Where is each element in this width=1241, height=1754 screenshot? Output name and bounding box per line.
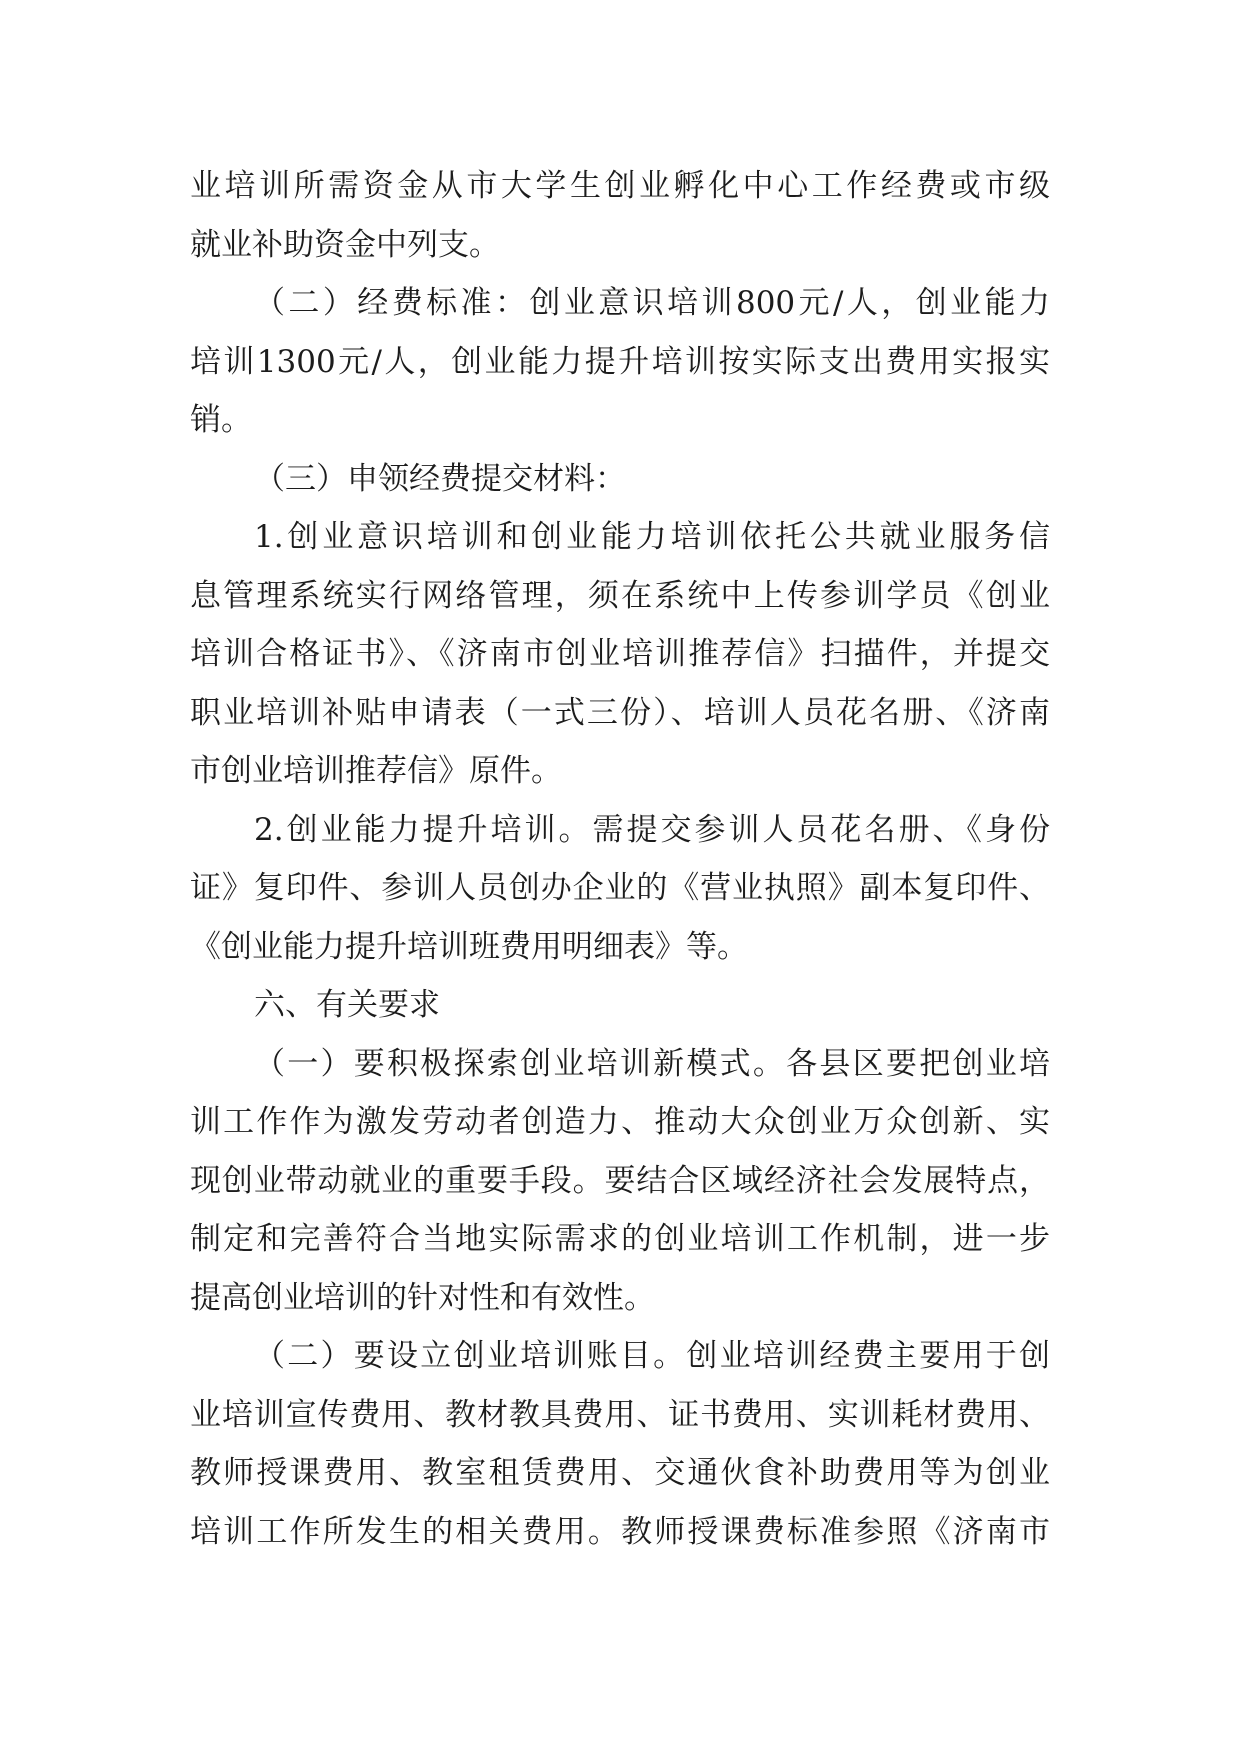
body-text [190, 157, 1050, 1561]
text-line: 现创业带动就业的重要手段。要结合区域经济社会发展特点， [190, 1162, 1050, 1199]
text-line: 2.创业能力提升培训。需提交参训人员花名册、《身份 [254, 811, 1050, 848]
text-line: 业培训所需资金从市大学生创业孵化中心工作经费或市级 [190, 168, 1050, 204]
text-line: 就业补助资金中列支。 [190, 226, 500, 263]
text-line: （二）经费标准：创业意识培训800元/人，创业能力 [254, 285, 1050, 321]
text-line: 证》复印件、参训人员创办企业的《营业执照》副本复印件、 [190, 870, 1050, 906]
text-line: 销。 [190, 402, 252, 438]
text-line: （三）申领经费提交材料： [254, 460, 626, 497]
text-line: 提高创业培训的针对性和有效性。 [190, 1279, 655, 1316]
text-line: （一）要积极探索创业培训新模式。各县区要把创业培 [254, 1045, 1050, 1082]
text-line: 《创业能力提升培训班费用明细表》等。 [190, 928, 748, 965]
text-line: 培训合格证书》、《济南市创业培训推荐信》扫描件，并提交 [190, 636, 1050, 672]
text-line: 1.创业意识培训和创业能力培训依托公共就业服务信 [254, 519, 1050, 555]
text-line: 市创业培训推荐信》原件。 [190, 753, 562, 789]
text-line: 业培训宣传费用、教材教具费用、证书费用、实训耗材费用、 [190, 1396, 1050, 1433]
text-line: 教师授课费用、教室租赁费用、交通伙食补助费用等为创业 [190, 1455, 1050, 1491]
text-line: 息管理系统实行网络管理，须在系统中上传参训学员《创业 [190, 577, 1050, 614]
text-line: 训工作作为激发劳动者创造力、推动大众创业万众创新、实 [190, 1104, 1050, 1140]
text-line: （二）要设立创业培训账目。创业培训经费主要用于创 [254, 1338, 1050, 1374]
text-line: 培训工作所发生的相关费用。教师授课费标准参照《济南市 [190, 1513, 1050, 1550]
text-line: 制定和完善符合当地实际需求的创业培训工作机制，进一步 [190, 1221, 1050, 1257]
text-line: 培训1300元/人，创业能力提升培训按实际支出费用实报实 [190, 343, 1050, 380]
text-line: 职业培训补贴申请表（一式三份）、培训人员花名册、《济南 [190, 694, 1050, 731]
text-line: 六、有关要求 [254, 987, 440, 1023]
